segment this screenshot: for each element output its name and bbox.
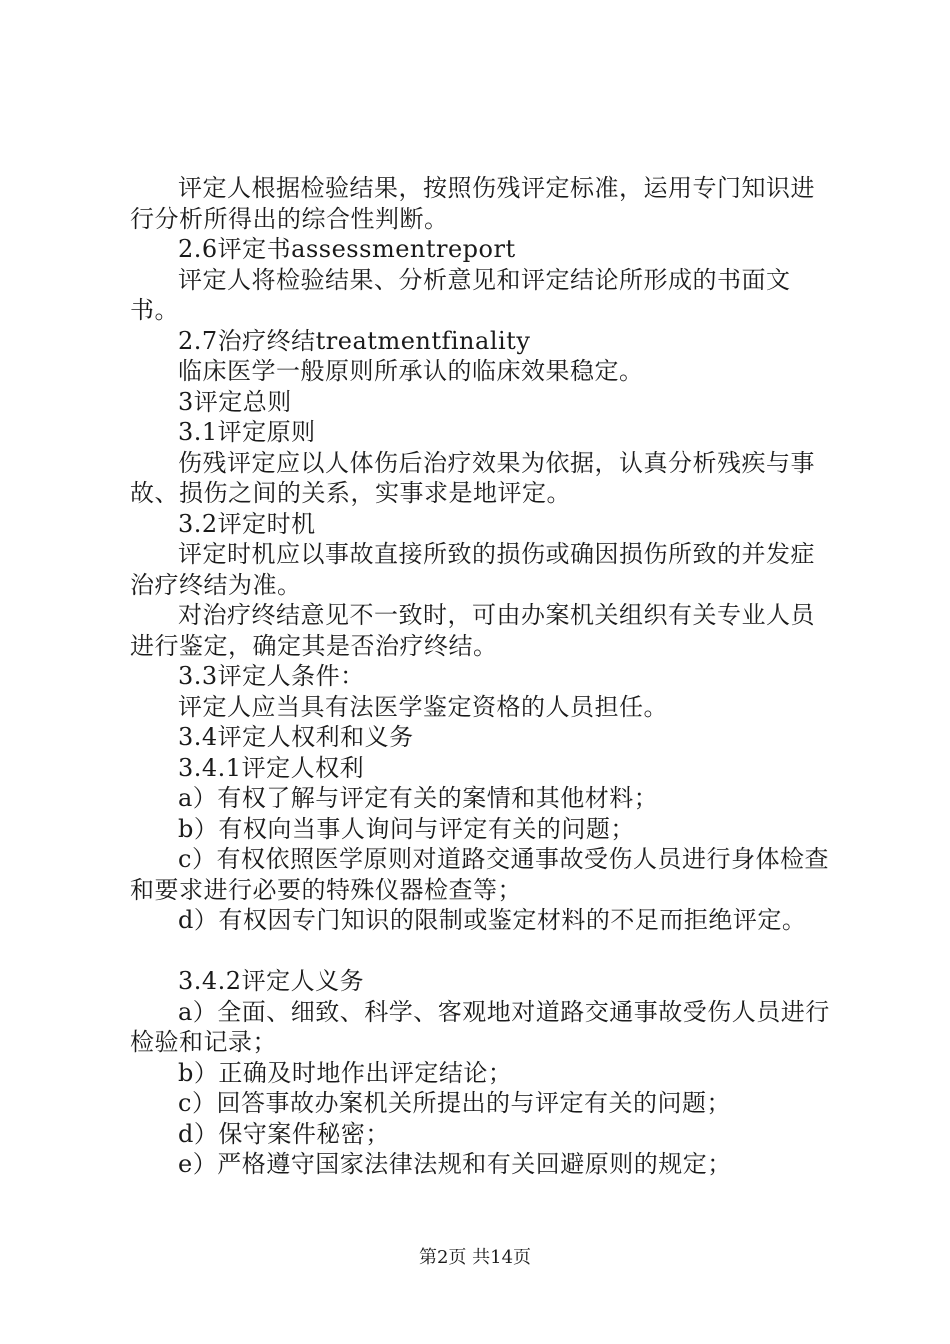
section-heading: 3.4.2评定人义务 (178, 967, 365, 995)
section-heading: 3.3评定人条件： (178, 662, 365, 690)
section-heading: 3.1评定原则 (178, 418, 316, 446)
document-body (130, 173, 830, 1180)
list-item: a）有权了解与评定有关的案情和其他材料； (178, 784, 659, 812)
list-item: a）全面、细致、科学、客观地对道路交通事故受伤人员进行检验和记录； (130, 997, 830, 1056)
section-heading: 2.7治疗终结treatmentfinality (178, 326, 531, 355)
paragraph: 评定时机应以事故直接所致的损伤或确因损伤所致的并发症治疗终结为准。 (130, 540, 815, 599)
list-item: d）有权因专门知识的限制或鉴定材料的不足而拒绝评定。 (178, 906, 807, 934)
list-item: c）有权依照医学原则对道路交通事故受伤人员进行身体检查和要求进行必要的特殊仪器检查等； (130, 845, 829, 904)
paragraph: 对治疗终结意见不一致时，可由办案机关组织有关专业人员进行鉴定，确定其是否治疗终结。 (130, 601, 815, 660)
list-item: d）保守案件秘密； (178, 1119, 390, 1148)
page-number-label: 第2页 共14页 (418, 1247, 532, 1268)
section-heading: 3.2评定时机 (178, 509, 316, 538)
list-item: c）回答事故办案机关所提出的与评定有关的问题； (178, 1089, 731, 1117)
blank-line (130, 936, 830, 967)
paragraph: 评定人将检验结果、分析意见和评定结论所形成的书面文书。 (130, 265, 791, 324)
section-heading: 3.4.1评定人权利 (178, 753, 365, 782)
section-heading: 3评定总则 (178, 387, 292, 416)
paragraph: 评定人根据检验结果，按照伤残评定标准，运用专门知识进行分析所得出的综合性判断。 (130, 174, 815, 233)
page-footer (0, 1243, 950, 1269)
paragraph: 临床医学一般原则所承认的临床效果稳定。 (178, 357, 644, 385)
section-heading: 2.6评定书assessmentreport (178, 235, 516, 263)
section-heading: 3.4评定人权利和义务 (178, 723, 414, 751)
list-item: e）严格遵守国家法律法规和有关回避原则的规定； (178, 1150, 732, 1178)
list-item: b）正确及时地作出评定结论； (178, 1058, 513, 1087)
paragraph: 评定人应当具有法医学鉴定资格的人员担任。 (178, 692, 668, 721)
paragraph: 伤残评定应以人体伤后治疗效果为依据，认真分析残疾与事故、损伤之间的关系，实事求是地评定。 (130, 448, 815, 507)
list-item: b）有权向当事人询问与评定有关的问题； (178, 814, 635, 843)
